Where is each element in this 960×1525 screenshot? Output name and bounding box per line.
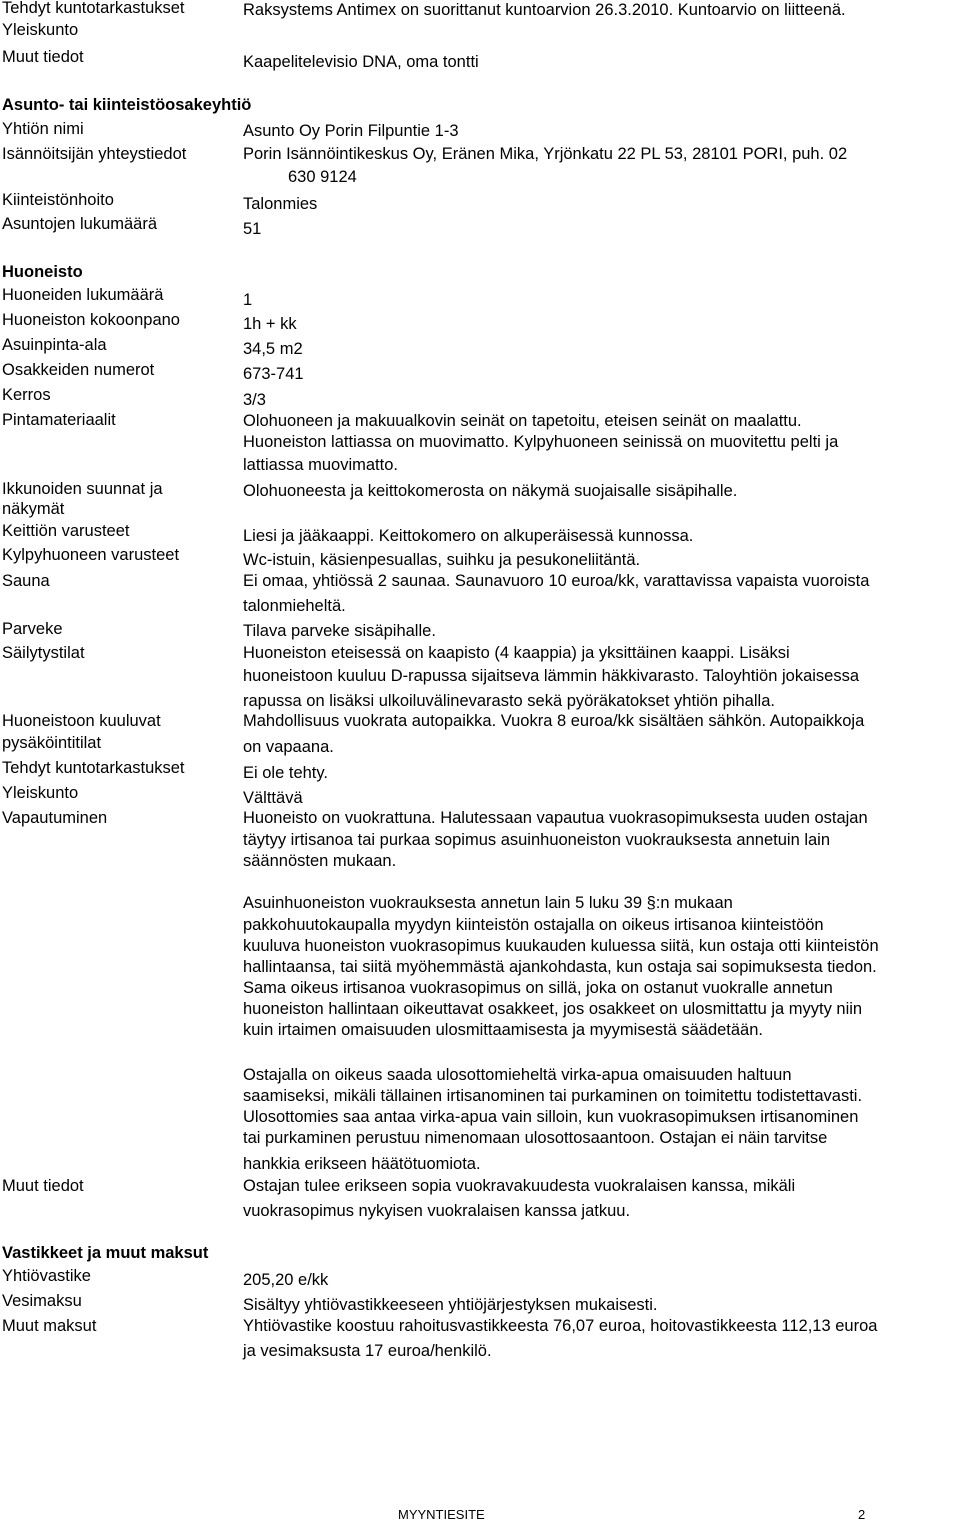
muut-tiedot-label-top: Muut tiedot (2, 48, 84, 66)
ulosotto-line-4: tai purkaminen perustuu nimenomaan ulosottosaantoon. Ostajan ei näin tarvitse (243, 1129, 828, 1147)
vesimaksu-label: Vesimaksu (2, 1292, 82, 1310)
yhtion-nimi-label: Yhtiön nimi (2, 120, 84, 138)
ulosotto-line-2: saamiseksi, mikäli tällainen irtisanominen tai purkaminen on toimitettu todistettavasti. (243, 1087, 863, 1105)
vapautuminen-label: Vapautuminen (2, 809, 108, 827)
pysakointi-label-line-1: Huoneistoon kuuluvat (2, 712, 161, 730)
kylpyhuone-label: Kylpyhuoneen varusteet (2, 546, 180, 564)
parveke-label: Parveke (2, 620, 63, 638)
osakkeet-value: 673-741 (243, 365, 304, 383)
sailytystilat-line-3: rapussa on lisäksi ulkoiluvälinevarasto sekä pyöräkatokset yhtiön pihalla. (243, 692, 775, 710)
ikkunat-label-line-1: Ikkunoiden suunnat ja (2, 480, 163, 498)
vapautuminen-line-2: täytyy irtisanoa tai purkaa sopimus asuinhuoneiston vuokrauksesta annetuin lain (243, 831, 831, 849)
yleiskunto-label-top: Yleiskunto (2, 21, 79, 39)
sailytystilat-label: Säilytystilat (2, 644, 85, 662)
ikkunat-label-line-2: näkymät (2, 500, 65, 518)
vesimaksu-value: Sisältyy yhtiövastikkeeseen yhtiöjärjestyksen mukaisesti. (243, 1296, 658, 1314)
yhtion-nimi-value: Asunto Oy Porin Filpuntie 1-3 (243, 122, 459, 140)
sauna-line-2: talonmieheltä. (243, 597, 346, 615)
asuntojen-lkm-label: Asuntojen lukumäärä (2, 215, 158, 233)
section-heading-huoneisto: Huoneisto (2, 263, 83, 281)
sailytystilat-line-2: huoneistoon kuuluu D-rapussa sijaitseva lämmin häkkivarasto. Taloyhtiön jokaisessa (243, 667, 860, 685)
laki-line-3: kuuluva huoneiston vuokrasopimus kuukauden kuluessa siitä, kun ostaja otti kiinteistön (243, 937, 879, 955)
kiinteistonhoito-label: Kiinteistönhoito (2, 191, 114, 209)
sauna-line-1: Ei omaa, yhtiössä 2 saunaa. Saunavuoro 10 euroa/kk, varattavissa vapaista vuoroista (243, 572, 870, 590)
parveke-value: Tilava parveke sisäpihalle. (243, 622, 436, 640)
asuinpinta-label: Asuinpinta-ala (2, 336, 107, 354)
kylpyhuone-value: Wc-istuin, käsienpesuallas, suihku ja pesukoneliitäntä. (243, 551, 641, 569)
section-heading-yhtio: Asunto- tai kiinteistöosakeyhtiö (2, 96, 252, 114)
pintamateriaalit-line-1: Olohuoneen ja makuualkovin seinät on tapetoitu, eteisen seinät on maalattu. (243, 412, 802, 430)
huoneiden-lkm-label: Huoneiden lukumäärä (2, 286, 164, 304)
yleiskunto-value: Välttävä (243, 789, 303, 807)
footer-label: MYYNTIESITE (398, 1507, 485, 1522)
pysakointi-line-2: on vapaana. (243, 738, 334, 756)
ulosotto-line-5: hankkia erikseen häätötuomiota. (243, 1155, 481, 1173)
muut-tiedot-line-2: vuokrasopimus nykyisen vuokralaisen kanssa jatkuu. (243, 1202, 631, 1220)
ikkunat-value: Olohuoneesta ja keittokomerosta on näkymä suojaisalle sisäpihalle. (243, 482, 738, 500)
sauna-label: Sauna (2, 572, 50, 590)
laki-line-4: hallintaansa, tai siitä myöhemmästä ajankohdasta, kun ostaja sai sopimuksesta tiedon. (243, 958, 877, 976)
sailytystilat-line-1: Huoneiston eteisessä on kaapisto (4 kaappia) ja yksittäinen kaappi. Lisäksi (243, 644, 790, 662)
ulosotto-line-1: Ostajalla on oikeus saada ulosottomieheltä virka-apua omaisuuden haltuun (243, 1066, 792, 1084)
isannoitsija-value-line-2: 630 9124 (288, 168, 357, 186)
laki-line-6: huoneiston hallintaan oikeuttavat osakkeet, jos osakkeet on ulosmittattu ja myyty niin (243, 1000, 863, 1018)
isannoitsija-value-line-1: Porin Isännöintikeskus Oy, Eränen Mika, Yrjönkatu 22 PL 53, 28101 PORI, puh. 02 (243, 145, 848, 163)
asuinpinta-value: 34,5 m2 (243, 340, 303, 358)
page-number: 2 (858, 1507, 866, 1522)
section-heading-vastikkeet: Vastikkeet ja muut maksut (2, 1244, 209, 1262)
muut-tiedot-label: Muut tiedot (2, 1177, 84, 1195)
muut-tiedot-value-top: Kaapelitelevisio DNA, oma tontti (243, 53, 479, 71)
kuntotarkastukset-label-top: Tehdyt kuntotarkastukset (2, 0, 185, 17)
muut-maksut-label: Muut maksut (2, 1317, 97, 1335)
yleiskunto-label: Yleiskunto (2, 784, 79, 802)
huoneiden-lkm-value: 1 (243, 291, 253, 309)
vapautuminen-line-1: Huoneisto on vuokrattuna. Halutessaan vapautua vuokrasopimuksesta uuden ostajan (243, 809, 868, 827)
kerros-value: 3/3 (243, 391, 266, 409)
kuntotarkastukset-value: Ei ole tehty. (243, 764, 328, 782)
muut-maksut-line-1: Yhtiövastike koostuu rahoitusvastikkeesta 76,07 euroa, hoitovastikkeesta 112,13 euroa (243, 1317, 878, 1335)
asuntojen-lkm-value: 51 (243, 220, 262, 238)
osakkeet-label: Osakkeiden numerot (2, 361, 155, 379)
pintamateriaalit-label: Pintamateriaalit (2, 411, 116, 429)
pysakointi-line-1: Mahdollisuus vuokrata autopaikka. Vuokra 8 euroa/kk sisältäen sähkön. Autopaikkoja (243, 712, 865, 730)
keittio-label: Keittiön varusteet (2, 522, 130, 540)
kerros-label: Kerros (2, 386, 51, 404)
pintamateriaalit-line-3: lattiassa muovimatto. (243, 456, 398, 474)
laki-line-7: kuin irtaimen omaisuuden ulosmittaamisesta ja myymisestä säädetään. (243, 1021, 763, 1039)
laki-line-2: pakkohuutokaupalla myydyn kiinteistön ostajalla on oikeus irtisanoa kiinteistöön (243, 916, 824, 934)
kuntotarkastukset-label: Tehdyt kuntotarkastukset (2, 759, 185, 777)
kuntotarkastukset-value-top: Raksystems Antimex on suorittanut kuntoarvion 26.3.2010. Kuntoarvio on liitteenä. (243, 1, 846, 19)
pintamateriaalit-line-2: Huoneiston lattiassa on muovimatto. Kylpyhuoneen seinissä on muovitettu pelti ja (243, 433, 839, 451)
yhtiovastike-value: 205,20 e/kk (243, 1271, 329, 1289)
muut-tiedot-line-1: Ostajan tulee erikseen sopia vuokravakuudesta vuokralaisen kanssa, mikäli (243, 1177, 796, 1195)
pysakointi-label-line-2: pysäköintitilat (2, 734, 102, 752)
laki-line-5: Sama oikeus irtisanoa vuokrasopimus on sillä, joka on ostanut vuokralle annetun (243, 979, 833, 997)
isannoitsija-label: Isännöitsijän yhteystiedot (2, 145, 187, 163)
kokoonpano-value: 1h + kk (243, 315, 297, 333)
muut-maksut-line-2: ja vesimaksusta 17 euroa/henkilö. (243, 1342, 492, 1360)
kokoonpano-label: Huoneiston kokoonpano (2, 311, 180, 329)
kiinteistonhoito-value: Talonmies (243, 195, 318, 213)
laki-line-1: Asuinhuoneiston vuokrauksesta annetun lain 5 luku 39 §:n mukaan (243, 894, 733, 912)
vapautuminen-line-3: säännösten mukaan. (243, 852, 397, 870)
ulosotto-line-3: Ulosottomies saa antaa virka-apua vain silloin, kun vuokrasopimuksen irtisanominen (243, 1108, 859, 1126)
yhtiovastike-label: Yhtiövastike (2, 1267, 91, 1285)
keittio-value: Liesi ja jääkaappi. Keittokomero on alkuperäisessä kunnossa. (243, 527, 694, 545)
